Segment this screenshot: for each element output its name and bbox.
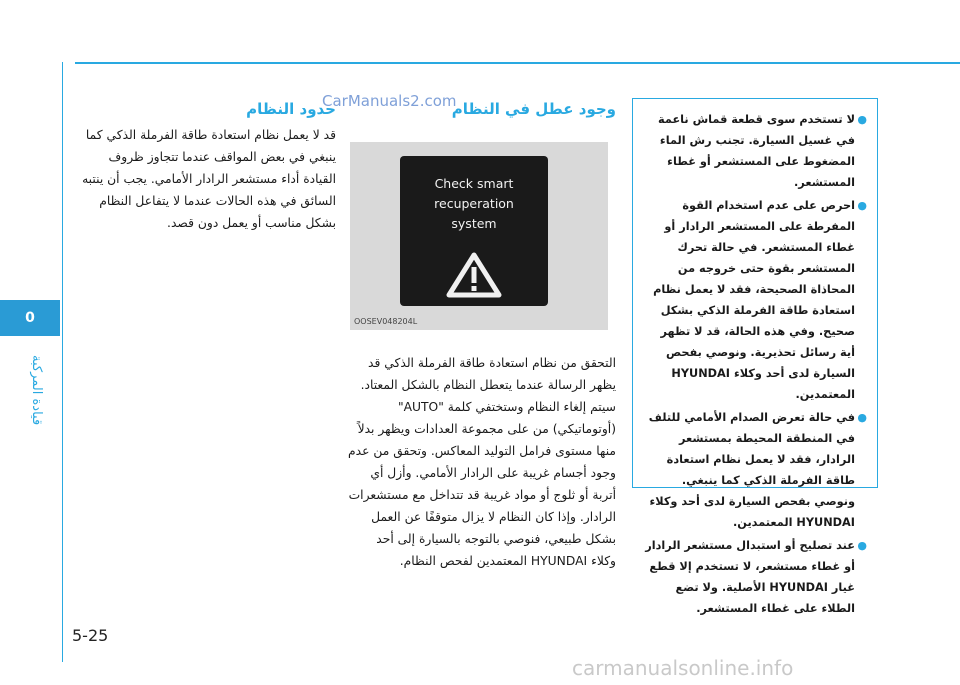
system-limits-text: قد لا يعمل نظام استعادة طاقة الفرملة الذكي كما ينبغي في بعض المواقف عندما تتجاوز ظروف القيادة أداء مستشعر الرادار الأمامي. يجب أن ينتبه السائق في هذه الحالات عندما لا يتفاعل النظام بشكل مناسب أو يعمل دون قصد. bbox=[82, 128, 336, 230]
bullet-icon: ● bbox=[857, 411, 867, 424]
margin-rule bbox=[62, 62, 63, 662]
page-number: 5-25 bbox=[72, 626, 109, 645]
cluster-message-line-2: recuperation bbox=[434, 196, 514, 211]
notice-item-text: احرص على عدم استخدام القوة المفرطة على المستشعر الرادار أو غطاء المستشعر. في حالة تحرك المستشعر بقوة حتى خروجه من المحاذاة الصحيحة، فقد لا يعمل نظام استعادة طاقة الفرملة الذكي بشكل صحيح. وفي هذه الحالة، قد لا تظهر أية رسائل تحذيرية. ونوصي بفحص السيارة لدى أحد وكلاء HYUNDAI المعتمدين. bbox=[653, 199, 855, 401]
malfunction-text: التحقق من نظام استعادة طاقة الفرملة الذكي قد يظهر الرسالة عندما يتعطل النظام بالشكل المعتاد. سيتم إلغاء النظام وستختفي كلمة "AUTO" (أوتوماتيكي) من على مجموعة العدادات ويظهر بدلاً منها مستوى فرامل التوليد المعاكس. وتحقق من عدم وجود أجسام غريبة على الرادار الأمامي. وأزل أي أتربة أو ثلوج أو مواد غريبة قد تتداخل مع مستشعرات الرادار. وإذا كان النظام لا يزال متوقفًا عن العمل بشكل طبيعي، فنوصي بالتوجه بالسيارة إلى أحد وكلاء HYUNDAI المعتمدين لفحص النظام. bbox=[348, 356, 616, 569]
cluster-warning-figure bbox=[350, 142, 608, 330]
cluster-message bbox=[400, 156, 548, 234]
warning-triangle-icon bbox=[446, 252, 502, 298]
chapter-tab: 0 bbox=[0, 300, 60, 336]
cluster-display bbox=[400, 156, 548, 306]
notice-item bbox=[645, 535, 867, 619]
malfunction-section bbox=[348, 100, 616, 124]
notice-item-text: في حالة تعرض الصدام الأمامي للتلف في المنطقة المحيطة بمستشعر الرادار، فقد لا يعمل نظام استعادة طاقة الفرملة الذكي كما ينبغي. ونوصي بفحص السيارة لدى أحد وكلاء HYUNDAI المعتمدين. bbox=[648, 411, 855, 529]
system-limits-heading: حدود النظام bbox=[246, 100, 336, 118]
cluster-message-line-3: system bbox=[451, 216, 497, 231]
bullet-icon: ● bbox=[857, 113, 867, 126]
top-rule bbox=[75, 62, 960, 64]
notice-item bbox=[645, 109, 867, 193]
watermark-bottom: carmanualsonline.info bbox=[572, 656, 794, 680]
notice-box bbox=[632, 98, 878, 615]
notice-item-text: لا تستخدم سوى قطعة قماش ناعمة في غسيل السيارة. تجنب رش الماء المضغوط على المستشعر أو غطاء المستشعر. bbox=[658, 113, 855, 189]
chapter-side-label: قيادة المركبة bbox=[29, 354, 44, 426]
watermark-top: CarManuals2.com bbox=[322, 92, 457, 110]
malfunction-heading: وجود عطل في النظام bbox=[451, 100, 616, 118]
figure-code: OOSEV048204L bbox=[354, 317, 418, 326]
notice-item bbox=[645, 407, 867, 533]
bullet-icon: ● bbox=[857, 199, 867, 212]
notice-list bbox=[645, 109, 867, 619]
system-limits-section bbox=[78, 100, 336, 234]
cluster-message-line-1: Check smart bbox=[434, 176, 514, 191]
notice-item-text: عند تصليح أو استبدال مستشعر الرادار أو غطاء مستشعر، لا تستخدم إلا قطع غيار HYUNDAI الأصلية. ولا تضع الطلاء على غطاء المستشعر. bbox=[645, 539, 855, 615]
notice-item bbox=[645, 195, 867, 405]
bullet-icon: ● bbox=[857, 539, 867, 552]
